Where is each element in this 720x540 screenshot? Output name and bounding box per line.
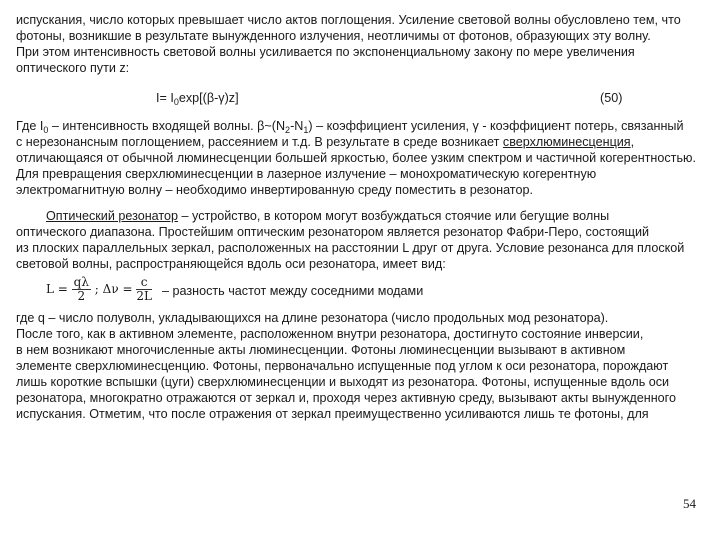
document-page: [16, 12, 712, 422]
paragraph-4: [16, 310, 712, 422]
text-line: элементе сверхлюминесценцию. Фотоны, первоначально испущенные под углом к оси резонатора, порождают: [16, 359, 669, 373]
text-line: оптического пути z:: [16, 61, 130, 75]
text-line: с нерезонансным поглощением, рассеянием и т.д. В результате в среде возникает сверхлюминесценция,: [16, 135, 635, 149]
text-line: Оптический резонатор – устройство, в котором могут возбуждаться стоячие или бегущие волны: [46, 209, 610, 223]
text-line: лишь короткие вспышки (цуги) сверхлюминесценции и выходят из резонатора. Фотоны, испущенные вдоль оси: [16, 375, 670, 389]
formula-number: (50): [600, 91, 623, 105]
text-line: Где $I_0$ – интенсивность входящей волны. $\beta\sim(N_2-N_1)$ – коэффициент усиления, γ - коэффициент потерь, связанный: [16, 119, 684, 135]
text-line: испускания, число которых превышает число актов поглощения. Усиление световой волны обусловлено тем, что: [16, 13, 681, 27]
text-line: Для превращения сверхлюминесценции в лазерное излучение – монохроматическую когерентную: [16, 167, 597, 181]
text-line: фотоны, возникшие в результате вынужденного излучения, неотличимы от фотонов, образующих эту волну.: [16, 29, 651, 43]
paragraph-3: [16, 208, 712, 272]
text-line: из плоских параллельных зеркал, расположенных на расстоянии L друг от друга. Условие резонанса для плоской: [16, 241, 685, 255]
page-number: 54: [683, 496, 696, 511]
paragraph-2: [16, 118, 712, 198]
text-line: После того, как в активном элементе, расположенном внутри резонатора, достигнуто состояние инверсии,: [16, 327, 644, 341]
text-line: отличающаяся от обычной люминесценции большей яркостью, более узким спектром и частичной когерентностью.: [16, 151, 696, 165]
text-line: При этом интенсивность световой волны усиливается по экспоненциальному закону по мере увеличения: [16, 45, 635, 59]
formula-resonance-expression: L = $\frac{q\lambda}{2}$ ; Δν = $\frac{c}{2L}$: [46, 275, 152, 303]
text-line: где q – число полуволн, укладывающихся на длине резонатора (число продольных мод резонатора).: [16, 311, 609, 325]
formula-expression: $I= I_0\exp[(\beta-\gamma)z]$: [156, 91, 239, 107]
text-line: оптического диапазона. Простейшим оптическим резонатором является резонатор Фабри-Перо, состоящий: [16, 225, 650, 239]
text-line: световой волны, распространяющейся вдоль оси резонатора, имеет вид:: [16, 257, 446, 271]
term-superluminescence-link[interactable]: сверхлюминесценция: [502, 135, 631, 149]
formula-resonance: [16, 276, 712, 306]
formula-resonance-description: – разность частот между соседними модами: [162, 284, 424, 298]
text-line: в нем возникают многочисленные акты люминесценции. Фотоны люминесценции вызывают в активном: [16, 343, 626, 357]
text-line: электромагнитную волну – необходимо инвертированную среду поместить в резонатор.: [16, 183, 533, 197]
text-line: испускания. Отметим, что после отражения от зеркал преимущественно усиливаются лишь те фотоны, для: [16, 407, 649, 421]
text-line: резонатора, многократно отражаются от зеркал и, проходя через активную среду, вызывают акты вынужденного: [16, 391, 676, 405]
formula-gain: [16, 90, 712, 106]
term-optical-resonator-link[interactable]: Оптический резонатор: [46, 209, 179, 223]
paragraph-1: [16, 12, 712, 76]
